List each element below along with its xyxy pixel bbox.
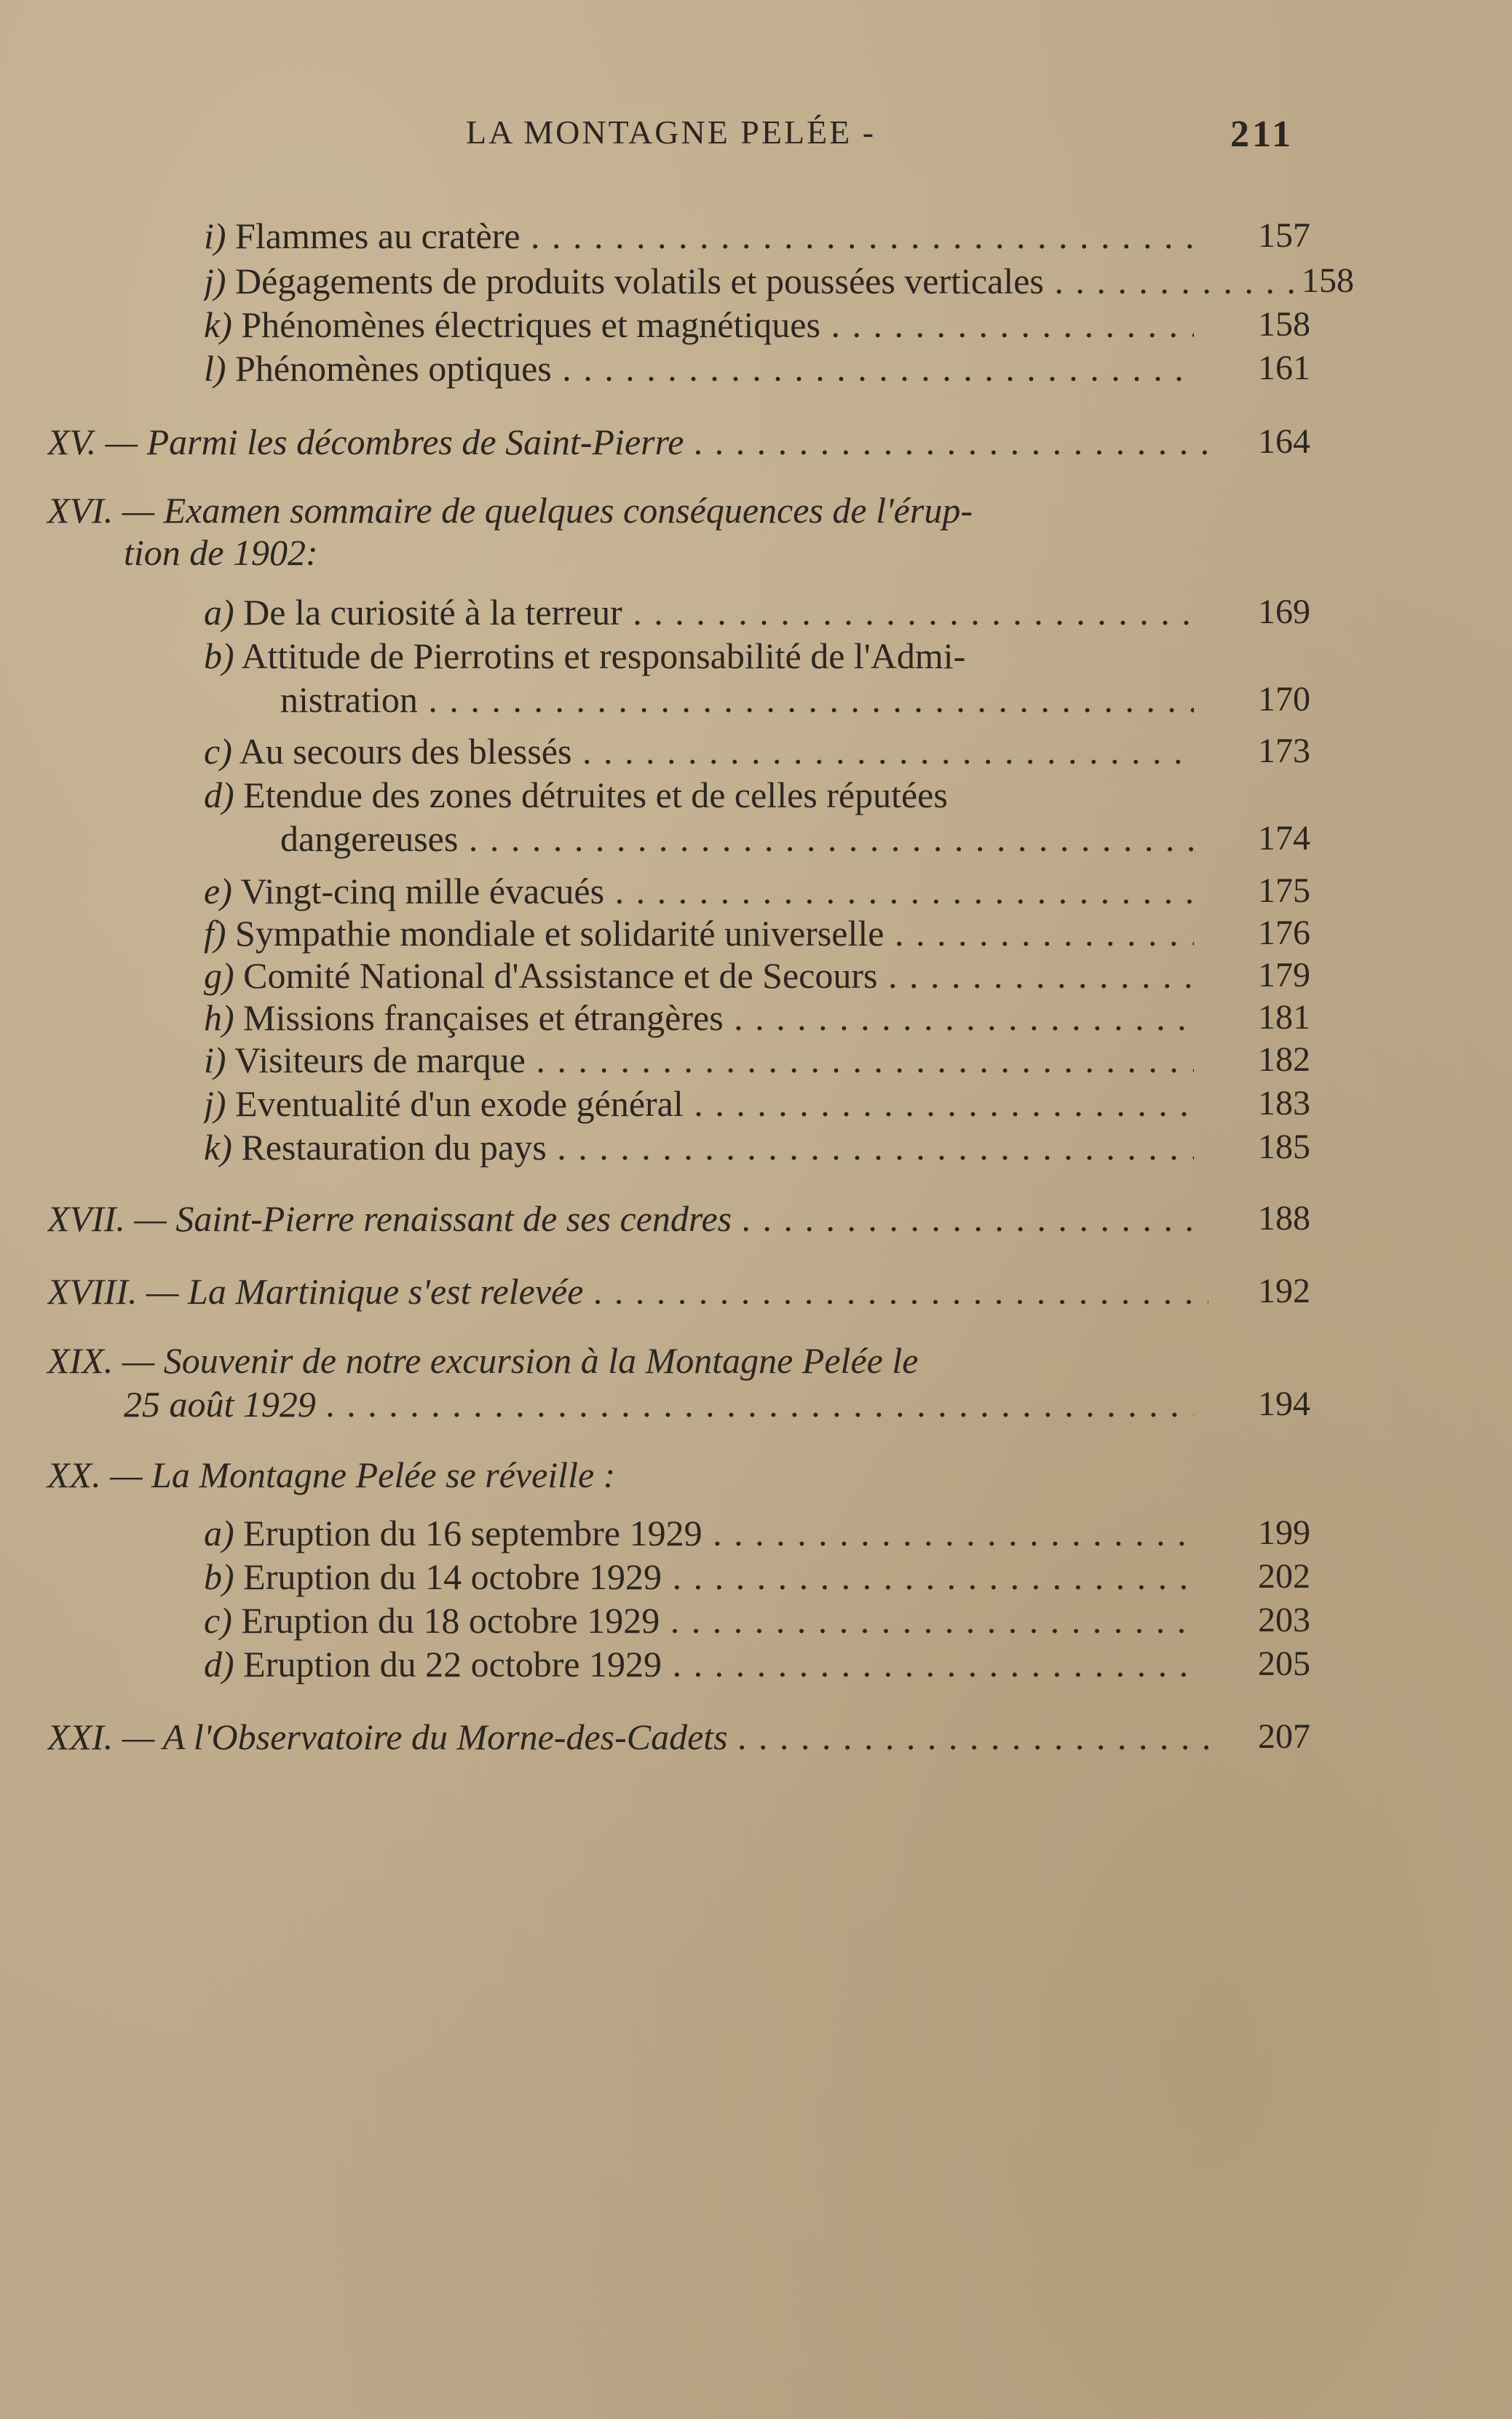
toc-entry-d-etendue-line1: d) Etendue des zones détruites et de celles réputées bbox=[204, 775, 948, 815]
toc-entry-f-sympathie: f) Sympathie mondiale et solidarité universelle . . . 176 bbox=[204, 912, 1310, 956]
toc-section-xviii: XVIII. — La Martinique s'est relevée . . . 192 bbox=[47, 1270, 1310, 1314]
toc-section-xv: XV. — Parmi les décombres de Saint-Pierre . . . 164 bbox=[47, 421, 1310, 464]
toc-entry-e-evacues: e) Vingt-cinq mille évacués . . . 175 bbox=[204, 870, 1310, 914]
toc-entry-d-etendue: dangereuses . . . 174 bbox=[280, 817, 1310, 861]
toc-entry-k-phenomenes-electriques: k) Phénomènes électriques et magnétiques . . . 158 bbox=[204, 304, 1310, 347]
toc-entry-a-curiosite: a) De la curiosité à la terreur . . . 169 bbox=[204, 591, 1310, 635]
toc-section-xix-heading: XIX. — Souvenir de notre excursion à la Montagne Pelée le bbox=[47, 1340, 919, 1381]
toc-section-xxi: XXI. — A l'Observatoire du Morne-des-Cadets . . . 207 bbox=[47, 1716, 1310, 1759]
toc-section-xvi-heading: XVI. — Examen sommaire de quelques conséquences de l'érup- bbox=[47, 490, 973, 531]
toc-section-xx-heading: XX. — La Montagne Pelée se réveille : bbox=[47, 1454, 616, 1495]
toc-entry-b-attitude-line1: b) Attitude de Pierrotins et responsabilité de l'Admi- bbox=[204, 636, 966, 676]
toc-entry-a-eruption-16-sept: a) Eruption du 16 septembre 1929 . . . 199 bbox=[204, 1512, 1310, 1556]
running-head bbox=[0, 113, 1512, 164]
toc-entry-h-missions: h) Missions françaises et étrangères . . . 181 bbox=[204, 997, 1310, 1040]
toc-entry-d-eruption-22-oct: d) Eruption du 22 octobre 1929 . . . 205 bbox=[204, 1643, 1310, 1687]
toc-section-xvii: XVII. — Saint-Pierre renaissant de ses cendres . . . 188 bbox=[47, 1197, 1310, 1241]
toc-entry-k-restauration: k) Restauration du pays . . . 185 bbox=[204, 1126, 1310, 1170]
toc-entry-b-attitude: nistration . . . 170 bbox=[280, 678, 1310, 722]
toc-entry-b-eruption-14-oct: b) Eruption du 14 octobre 1929 . . . 202 bbox=[204, 1556, 1310, 1599]
toc-section-xix: 25 août 1929 . . . 194 bbox=[124, 1383, 1310, 1427]
toc-entry-j-degagements: j) Dégagements de produits volatils et poussées verticales . . . 158 bbox=[204, 260, 1310, 304]
toc-section-xvi-heading-cont: tion de 1902: bbox=[124, 532, 318, 573]
toc-entry-j-exode: j) Eventualité d'un exode général . . . 183 bbox=[204, 1082, 1310, 1126]
toc-entry-i-visiteurs: i) Visiteurs de marque . . . 182 bbox=[204, 1039, 1310, 1082]
toc-entry-i-flammes: i) Flammes au cratère . . . 157 bbox=[204, 215, 1310, 258]
toc-entry-c-eruption-18-oct: c) Eruption du 18 octobre 1929 . . . 203 bbox=[204, 1599, 1310, 1643]
toc-entry-l-phenomenes-optiques: l) Phénomènes optiques . . . 161 bbox=[204, 347, 1310, 391]
toc-entry-c-secours: c) Au secours des blessés . . . 173 bbox=[204, 730, 1310, 774]
page-number: 211 bbox=[1230, 114, 1294, 155]
toc-entry-g-comite: g) Comité National d'Assistance et de Secours . . . 179 bbox=[204, 954, 1310, 998]
running-head-title: LA MONTAGNE PELÉE - bbox=[466, 114, 876, 151]
